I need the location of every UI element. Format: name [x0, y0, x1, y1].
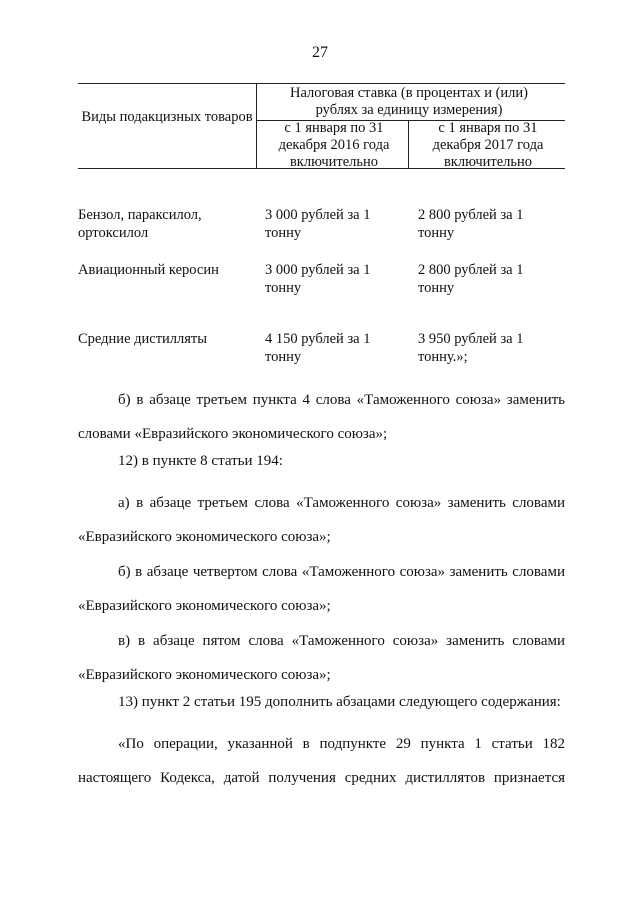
- paragraph: 13) пункт 2 статьи 195 дополнить абзацами следующего содержания:: [118, 694, 561, 710]
- table-header: [78, 83, 565, 169]
- header-period-2017: с 1 января по 31 декабря 2017 года включительно: [432, 120, 544, 170]
- header-period-2016: с 1 января по 31 декабря 2016 года включительно: [278, 120, 390, 170]
- column-divider-1: [256, 83, 257, 169]
- paragraph: 12) в пункте 8 статьи 194:: [118, 453, 283, 469]
- paragraph: в) в абзаце пятом слова «Таможенного союза» заменить словами «Евразийского экономического союза»;: [78, 633, 565, 683]
- paragraph: «По операции, указанной в подпункте 29 пункта 1 статьи 182 настоящего Кодекса, датой получения средних дистиллятов признается: [78, 736, 565, 786]
- header-tax-rate: Налоговая ставка (в процентах и (или) рублях за единицу измерения): [290, 85, 528, 118]
- row-name: Средние дистилляты: [78, 331, 208, 347]
- row-rate-2016: 3 000 рублей за 1 тонну: [265, 262, 371, 296]
- row-rate-2017: 2 800 рублей за 1 тонну: [418, 262, 524, 296]
- row-name: Авиационный керосин: [78, 262, 219, 278]
- paragraph: б) в абзаце четвертом слова «Таможенного союза» заменить словами «Евразийского экономического союза»;: [78, 564, 565, 614]
- row-rate-2017: 2 800 рублей за 1 тонну: [418, 207, 524, 241]
- table-top-border: [78, 83, 565, 84]
- row-name: Бензол, параксилол, ортоксилол: [78, 207, 202, 241]
- page-number: 27: [312, 44, 328, 61]
- row-rate-2017: 3 950 рублей за 1 тонну.»;: [418, 331, 524, 365]
- column-divider-2: [408, 120, 409, 169]
- row-rate-2016: 3 000 рублей за 1 тонну: [265, 207, 371, 241]
- paragraph: б) в абзаце третьем пункта 4 слова «Таможенного союза» заменить словами «Евразийского экономического союза»;: [78, 392, 565, 442]
- header-goods-type: Виды подакцизных товаров: [81, 109, 253, 125]
- paragraph: а) в абзаце третьем слова «Таможенного союза» заменить словами «Евразийского экономического союза»;: [78, 495, 565, 545]
- row-rate-2016: 4 150 рублей за 1 тонну: [265, 331, 371, 365]
